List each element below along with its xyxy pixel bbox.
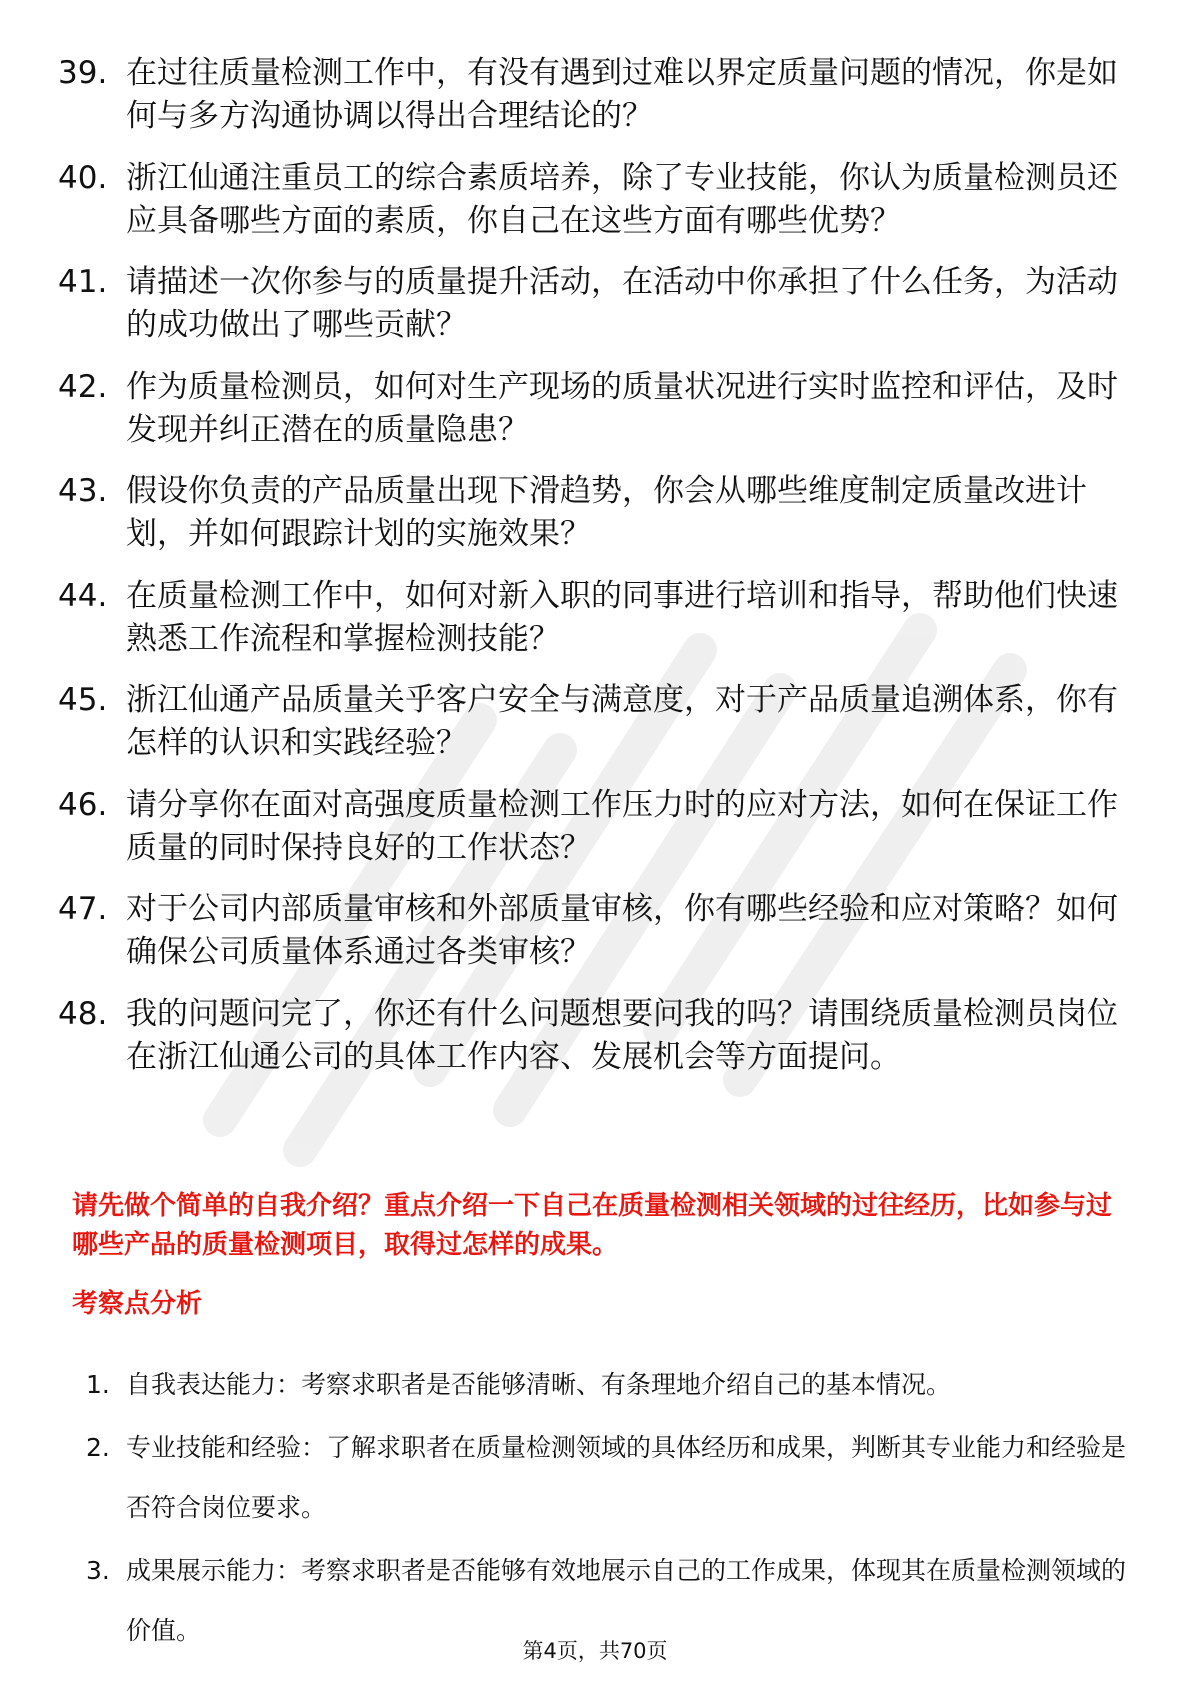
question-number: 46. <box>58 786 108 823</box>
analysis-text: 专业技能和经验：了解求职者在质量检测领域的具体经历和成果，判断其专业能力和经验是否符合岗位要求。 <box>126 1433 1127 1522</box>
question-text: 请分享你在面对高强度质量检测工作压力时的应对方法，如何在保证工作质量的同时保持良好的工作状态？ <box>126 786 1118 866</box>
analysis-number: 2. <box>86 1433 110 1462</box>
analysis-item <box>86 1418 1136 1538</box>
question-text: 浙江仙通产品质量关乎客户安全与满意度，对于产品质量追溯体系，你有怎样的认识和实践经验？ <box>126 682 1118 761</box>
question-number: 45. <box>58 682 108 718</box>
analysis-number: 1. <box>86 1370 110 1399</box>
question-item <box>58 679 1118 765</box>
question-number: 40. <box>58 159 108 196</box>
question-item <box>58 261 1118 347</box>
question-item <box>58 575 1118 661</box>
question-number: 48. <box>58 995 108 1032</box>
question-text: 假设你负责的产品质量出现下滑趋势，你会从哪些维度制定质量改进计划，并如何跟踪计划的实施效果？ <box>126 473 1087 552</box>
question-number: 39. <box>58 55 108 91</box>
question-text: 我的问题问完了，你还有什么问题想要问我的吗？请围绕质量检测员岗位在浙江仙通公司的具体工作内容、发展机会等方面提问。 <box>126 995 1118 1075</box>
question-list <box>58 52 1118 1097</box>
question-number: 44. <box>58 577 108 614</box>
question-text: 在质量检测工作中，如何对新入职的同事进行培训和指导，帮助他们快速熟悉工作流程和掌握检测技能？ <box>126 577 1118 657</box>
question-text: 作为质量检测员，如何对生产现场的质量状况进行实时监控和评估，及时发现并纠正潜在的质量隐患？ <box>126 368 1118 448</box>
analysis-title: 考察点分析 <box>72 1289 203 1319</box>
page-footer: 第4页，共70页 <box>522 1639 668 1663</box>
question-item <box>58 470 1118 556</box>
question-text: 浙江仙通注重员工的综合素质培养，除了专业技能，你认为质量检测员还应具备哪些方面的素质，你自己在这些方面有哪些优势？ <box>126 159 1118 239</box>
question-item <box>58 52 1118 138</box>
analysis-item <box>86 1355 1136 1415</box>
question-text: 对于公司内部质量审核和外部质量审核，你有哪些经验和应对策略？如何确保公司质量体系通过各类审核？ <box>126 891 1118 970</box>
question-number: 41. <box>58 264 108 300</box>
analysis-text: 成果展示能力：考察求职者是否能够有效地展示自己的工作成果，体现其在质量检测领域的价值。 <box>126 1556 1127 1645</box>
highlight-question: 请先做个简单的自我介绍？重点介绍一下自己在质量检测相关领域的过往经历，比如参与过哪些产品的质量检测项目，取得过怎样的成果。 <box>72 1191 1113 1260</box>
analysis-list <box>86 1355 1136 1664</box>
question-text: 请描述一次你参与的质量提升活动，在活动中你承担了什么任务，为活动的成功做出了哪些贡献？ <box>126 264 1118 343</box>
question-item <box>58 888 1118 974</box>
question-item <box>58 993 1118 1079</box>
analysis-number: 3. <box>86 1556 110 1585</box>
question-number: 42. <box>58 368 108 405</box>
question-text: 在过往质量检测工作中，有没有遇到过难以界定质量问题的情况，你是如何与多方沟通协调以得出合理结论的？ <box>126 55 1118 134</box>
question-item <box>58 366 1118 452</box>
analysis-text: 自我表达能力：考察求职者是否能够清晰、有条理地介绍自己的基本情况。 <box>126 1370 952 1399</box>
question-item <box>58 784 1118 870</box>
question-number: 43. <box>58 473 108 509</box>
question-number: 47. <box>58 891 108 927</box>
question-item <box>58 157 1118 243</box>
